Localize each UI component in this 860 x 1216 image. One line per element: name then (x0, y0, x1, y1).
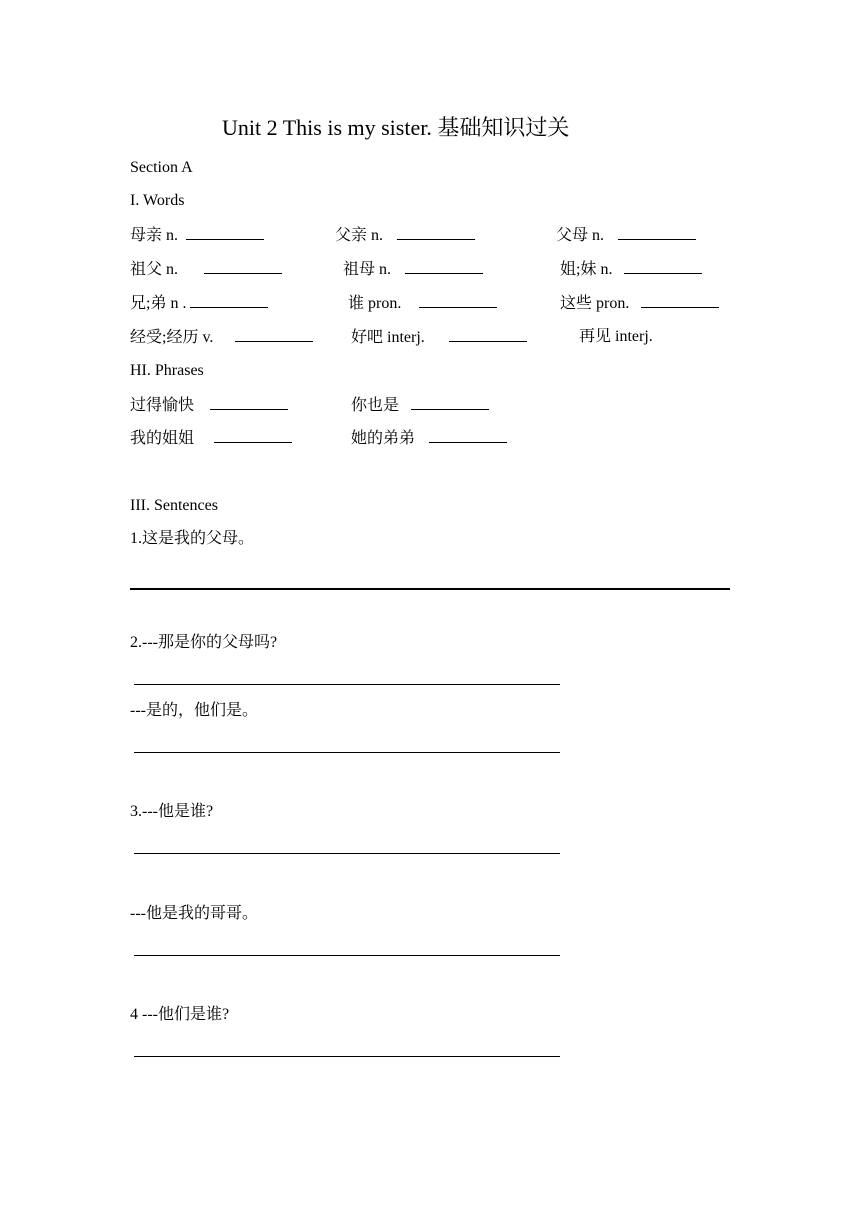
answer-blank[interactable] (419, 293, 497, 308)
page-title: Unit 2 This is my sister. 基础知识过关 (222, 115, 570, 140)
phrase-item: 你也是 (351, 395, 489, 416)
answer-blank[interactable] (429, 428, 507, 443)
word-item: 好吧 interj. (351, 327, 527, 348)
answer-blank[interactable] (235, 327, 313, 342)
answer-blank[interactable] (449, 327, 527, 342)
sentence-prompt: 4 ---他们是谁? (130, 1006, 230, 1023)
answer-blank[interactable] (641, 293, 719, 308)
answer-blank[interactable] (210, 395, 288, 410)
word-item: 再见 interj. (579, 328, 653, 345)
answer-blank[interactable] (214, 428, 292, 443)
words-heading: I. Words (130, 192, 185, 209)
phrase-item: 过得愉快 (130, 395, 288, 416)
section-label: Section A (130, 159, 193, 176)
phrase-item: 她的弟弟 (351, 428, 507, 449)
sentence-prompt: 2.---那是你的父母吗? (130, 634, 278, 651)
sentence-prompt: 3.---他是谁? (130, 803, 214, 820)
phrase-item: 我的姐姐 (130, 428, 292, 449)
sentence-prompt: 1.这是我的父母。 (130, 530, 255, 547)
answer-blank[interactable] (618, 225, 696, 240)
answer-blank[interactable] (186, 225, 264, 240)
sentence-prompt: ---是的，他们是。 (130, 702, 258, 719)
word-item: 谁 pron. (348, 293, 497, 314)
word-item: 祖父 n. (130, 259, 282, 280)
word-item: 这些 pron. (560, 293, 719, 314)
answer-line[interactable] (130, 588, 730, 590)
sentence-prompt: ---他是我的哥哥。 (130, 905, 258, 922)
sentences-heading: III. Sentences (130, 497, 218, 514)
answer-line[interactable] (134, 752, 560, 753)
answer-line[interactable] (134, 1056, 560, 1057)
answer-line[interactable] (134, 684, 560, 685)
answer-blank[interactable] (204, 259, 282, 274)
word-item: 兄;弟 n . (130, 293, 268, 314)
answer-blank[interactable] (397, 225, 475, 240)
answer-line[interactable] (134, 853, 560, 854)
phrases-heading: HI. Phrases (130, 362, 204, 379)
word-item: 姐;妹 n. (560, 259, 702, 280)
answer-blank[interactable] (411, 395, 489, 410)
answer-blank[interactable] (624, 259, 702, 274)
word-item: 父母 n. (556, 225, 696, 246)
word-item: 经受;经历 v. (130, 327, 313, 348)
answer-line[interactable] (134, 955, 560, 956)
word-item: 父亲 n. (335, 225, 475, 246)
word-item: 祖母 n. (343, 259, 483, 280)
answer-blank[interactable] (190, 293, 268, 308)
answer-blank[interactable] (405, 259, 483, 274)
word-item: 母亲 n. (130, 225, 264, 246)
